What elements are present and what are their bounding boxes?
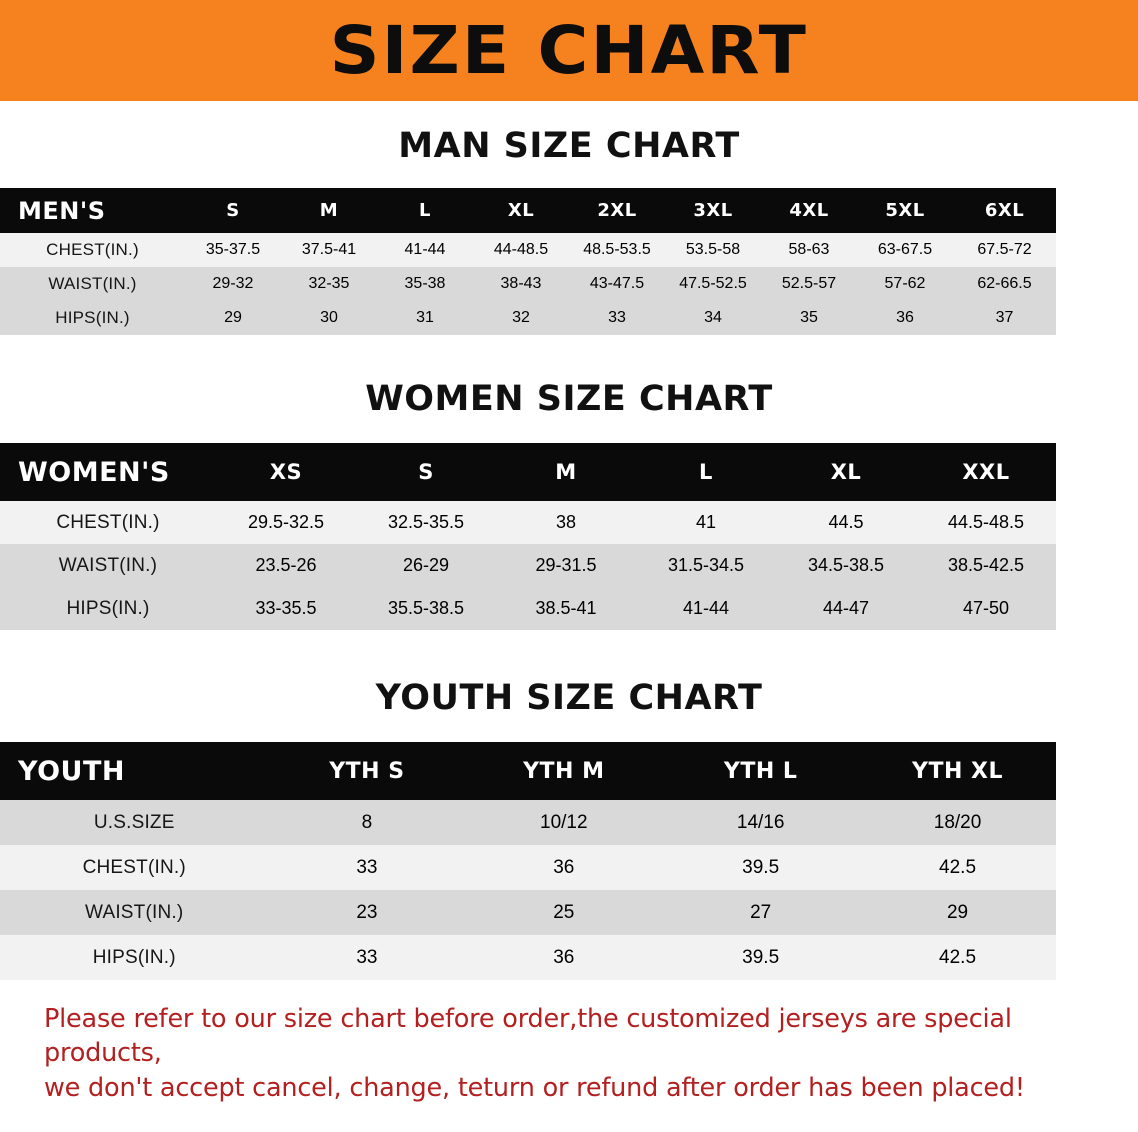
women-cell: 44-47 <box>776 587 916 630</box>
women-col-header: XL <box>830 460 862 484</box>
youth-table-wrapper <box>0 742 1138 980</box>
women-cell: 44.5 <box>776 501 916 544</box>
man-cell: 37.5-41 <box>281 233 377 267</box>
man-col-header: S <box>226 200 240 221</box>
man-col-header: L <box>419 200 431 221</box>
man-table-header-row <box>0 188 1056 233</box>
women-table-header-row <box>0 443 1056 501</box>
man-cell: 34 <box>665 301 761 335</box>
man-col-header: 4XL <box>789 200 829 221</box>
man-cell: 32-35 <box>281 267 377 301</box>
youth-cell: 39.5 <box>662 935 859 980</box>
man-table-corner-label: MEN'S <box>18 196 106 225</box>
man-col-header: 3XL <box>693 200 733 221</box>
youth-row-label: WAIST(IN.) <box>0 890 268 935</box>
table-row <box>0 233 1056 267</box>
man-cell: 47.5-52.5 <box>665 267 761 301</box>
man-row-label: CHEST(IN.) <box>0 233 185 267</box>
youth-table-corner-label: YOUTH <box>18 755 125 787</box>
youth-cell: 33 <box>268 845 465 890</box>
youth-cell: 10/12 <box>465 800 662 845</box>
youth-cell: 42.5 <box>859 845 1056 890</box>
youth-col-header: YTH L <box>723 758 798 784</box>
youth-cell: 14/16 <box>662 800 859 845</box>
table-row <box>0 544 1056 587</box>
women-col-header: XS <box>269 460 303 484</box>
women-section-heading: WOMEN SIZE CHART <box>365 379 773 419</box>
table-row <box>0 845 1056 890</box>
man-cell: 63-67.5 <box>857 233 953 267</box>
man-cell: 35-37.5 <box>185 233 281 267</box>
youth-cell: 29 <box>859 890 1056 935</box>
disclaimer-line-1: Please refer to our size chart before order,the customized jerseys are special products, <box>44 1004 1012 1069</box>
women-cell: 34.5-38.5 <box>776 544 916 587</box>
man-cell: 58-63 <box>761 233 857 267</box>
man-cell: 43-47.5 <box>569 267 665 301</box>
women-row-label: CHEST(IN.) <box>0 501 216 544</box>
man-cell: 53.5-58 <box>665 233 761 267</box>
youth-cell: 25 <box>465 890 662 935</box>
youth-section-heading: YOUTH SIZE CHART <box>375 678 763 718</box>
page-banner <box>0 0 1138 101</box>
women-cell: 29-31.5 <box>496 544 636 587</box>
man-row-label: WAIST(IN.) <box>0 267 185 301</box>
youth-cell: 18/20 <box>859 800 1056 845</box>
man-cell: 38-43 <box>473 267 569 301</box>
disclaimer-note <box>44 1002 1098 1105</box>
man-col-header: 5XL <box>885 200 925 221</box>
table-row <box>0 267 1056 301</box>
table-row <box>0 501 1056 544</box>
man-cell: 57-62 <box>857 267 953 301</box>
man-cell: 29 <box>185 301 281 335</box>
page-title: SIZE CHART <box>329 11 809 89</box>
women-table-corner-label: WOMEN'S <box>18 456 170 488</box>
man-section-heading: MAN SIZE CHART <box>398 126 740 166</box>
women-row-label: HIPS(IN.) <box>0 587 216 630</box>
youth-row-label: CHEST(IN.) <box>0 845 268 890</box>
women-cell: 38.5-42.5 <box>916 544 1056 587</box>
man-cell: 35 <box>761 301 857 335</box>
women-cell: 38.5-41 <box>496 587 636 630</box>
man-cell: 36 <box>857 301 953 335</box>
women-row-label: WAIST(IN.) <box>0 544 216 587</box>
man-table-wrapper <box>0 188 1138 335</box>
youth-cell: 36 <box>465 845 662 890</box>
man-col-header: 6XL <box>984 200 1025 221</box>
women-cell: 38 <box>496 501 636 544</box>
women-cell: 41-44 <box>636 587 776 630</box>
youth-col-header: YTH XL <box>912 758 1004 784</box>
women-cell: 26-29 <box>356 544 496 587</box>
youth-cell: 27 <box>662 890 859 935</box>
man-cell: 35-38 <box>377 267 473 301</box>
youth-cell: 23 <box>268 890 465 935</box>
women-cell: 47-50 <box>916 587 1056 630</box>
women-col-header: XXL <box>962 460 1010 484</box>
youth-row-label: HIPS(IN.) <box>0 935 268 980</box>
man-cell: 32 <box>473 301 569 335</box>
women-cell: 41 <box>636 501 776 544</box>
youth-row-label: U.S.SIZE <box>0 800 268 845</box>
women-cell: 31.5-34.5 <box>636 544 776 587</box>
man-col-header: XL <box>507 200 535 221</box>
man-cell: 29-32 <box>185 267 281 301</box>
women-col-header: M <box>555 460 577 484</box>
women-col-header: S <box>418 460 434 484</box>
man-cell: 67.5-72 <box>953 233 1056 267</box>
man-cell: 44-48.5 <box>473 233 569 267</box>
youth-cell: 39.5 <box>662 845 859 890</box>
youth-col-header: YTH S <box>329 758 405 784</box>
disclaimer-line-2: we don't accept cancel, change, teturn or refund after order has been placed! <box>44 1072 1025 1103</box>
women-cell: 44.5-48.5 <box>916 501 1056 544</box>
man-size-table <box>0 188 1056 335</box>
man-cell: 30 <box>281 301 377 335</box>
youth-cell: 42.5 <box>859 935 1056 980</box>
women-cell: 32.5-35.5 <box>356 501 496 544</box>
man-cell: 52.5-57 <box>761 267 857 301</box>
table-row <box>0 800 1056 845</box>
youth-cell: 8 <box>268 800 465 845</box>
women-table-wrapper <box>0 443 1138 630</box>
women-col-header: L <box>699 460 713 484</box>
youth-table-header-row <box>0 742 1056 800</box>
man-row-label: HIPS(IN.) <box>0 301 185 335</box>
man-cell: 41-44 <box>377 233 473 267</box>
man-cell: 37 <box>953 301 1056 335</box>
table-row <box>0 301 1056 335</box>
youth-cell: 33 <box>268 935 465 980</box>
table-row <box>0 587 1056 630</box>
man-col-header: 2XL <box>597 200 637 221</box>
women-cell: 35.5-38.5 <box>356 587 496 630</box>
women-size-table <box>0 443 1056 630</box>
women-cell: 33-35.5 <box>216 587 356 630</box>
table-row <box>0 890 1056 935</box>
man-cell: 31 <box>377 301 473 335</box>
youth-cell: 36 <box>465 935 662 980</box>
man-cell: 33 <box>569 301 665 335</box>
man-cell: 48.5-53.5 <box>569 233 665 267</box>
women-cell: 29.5-32.5 <box>216 501 356 544</box>
man-col-header: M <box>319 200 339 221</box>
women-cell: 23.5-26 <box>216 544 356 587</box>
youth-col-header: YTH M <box>523 758 605 784</box>
table-row <box>0 935 1056 980</box>
youth-size-table <box>0 742 1056 980</box>
man-cell: 62-66.5 <box>953 267 1056 301</box>
